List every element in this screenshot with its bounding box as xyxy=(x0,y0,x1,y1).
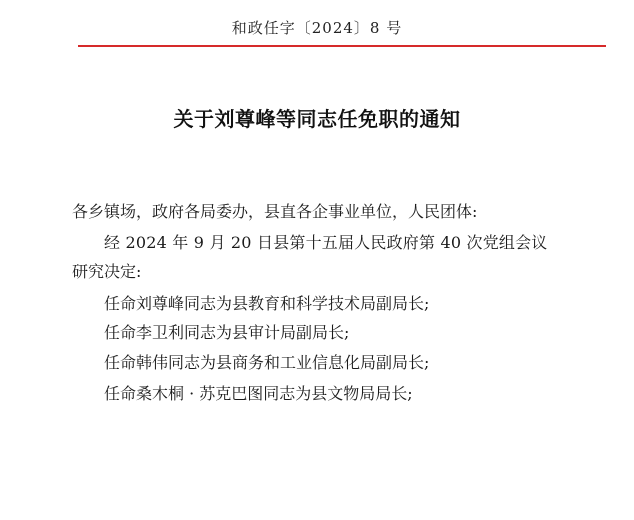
appointment-item: 任命桑木桐 · 苏克巴图同志为县文物局局长; xyxy=(104,384,413,403)
document-number: 和政任字〔2024〕8 号 xyxy=(231,19,403,37)
appointment-item: 任命韩伟同志为县商务和工业信息化局副局长; xyxy=(104,353,430,372)
salutation: 各乡镇场，政府各局委办，县直各企事业单位，人民团体: xyxy=(72,202,478,221)
body-paragraph-line-1: 经 2024 年 9 月 20 日县第十五届人民政府第 40 次党组会议 xyxy=(104,233,548,252)
red-header-rule xyxy=(78,45,606,47)
appointment-item: 任命李卫利同志为县审计局副局长; xyxy=(104,323,350,342)
body-paragraph-line-2: 研究决定: xyxy=(72,262,142,281)
appointment-item: 任命刘尊峰同志为县教育和科学技术局副局长; xyxy=(104,294,430,313)
document-title: 关于刘尊峰等同志任免职的通知 xyxy=(173,107,461,131)
